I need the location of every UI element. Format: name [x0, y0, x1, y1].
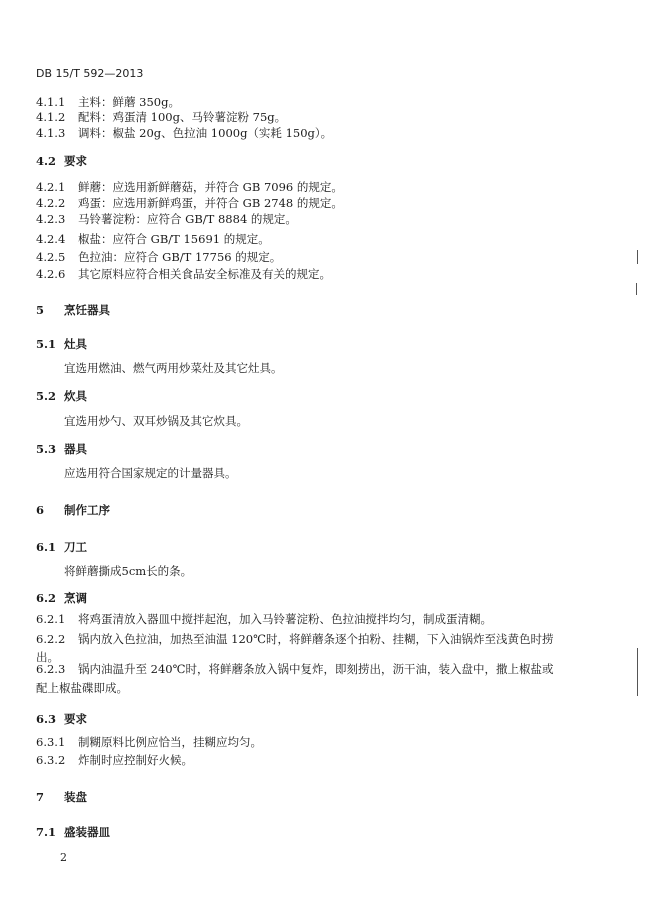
clause-number: 6.2.1 — [36, 612, 66, 626]
section-6-1-heading — [36, 540, 87, 555]
section-title: 要求 — [64, 154, 87, 168]
clause-text: 主料：鲜蘑 350g。 — [78, 95, 180, 109]
chapter-5-heading — [36, 303, 110, 318]
scan-mark — [637, 250, 638, 264]
section-number: 5.2 — [36, 389, 57, 403]
clause-text: 鸡蛋：应选用新鲜鸡蛋，并符合 GB 2748 的规定。 — [78, 196, 343, 210]
chapter-title: 烹饪器具 — [64, 303, 110, 317]
section-6-3-heading — [36, 712, 87, 727]
section-7-1-heading — [36, 825, 110, 840]
paragraph: 应选用符合国家规定的计量器具。 — [64, 466, 237, 480]
chapter-7-heading — [36, 790, 87, 805]
section-number: 7.1 — [36, 825, 57, 839]
clause-text: 炸制时应控制好火候。 — [78, 753, 193, 767]
clause-number: 6.3.2 — [36, 753, 66, 767]
clause-text: 调料：椒盐 20g、色拉油 1000g（实耗 150g）。 — [78, 126, 333, 140]
section-4-2-heading — [36, 154, 87, 169]
chapter-title: 装盘 — [64, 790, 87, 804]
section-title: 要求 — [64, 712, 87, 726]
clause-6-3-1 — [36, 735, 262, 750]
chapter-number: 5 — [36, 303, 45, 317]
scan-mark — [637, 648, 638, 696]
clause-text: 马铃薯淀粉：应符合 GB/T 8884 的规定。 — [78, 212, 297, 226]
clause-text: 配料：鸡蛋清 100g、马铃薯淀粉 75g。 — [78, 110, 287, 124]
clause-4-2-6 — [36, 267, 331, 282]
clause-4-2-4 — [36, 232, 270, 247]
clause-number: 4.2.6 — [36, 267, 66, 281]
clause-text: 锅内放入色拉油，加热至油温 120℃时，将鲜蘑条逐个拍粉、挂糊，下入油锅炸至浅黄色时捞 — [78, 632, 554, 646]
clause-4-1-3 — [36, 126, 332, 141]
chapter-number: 7 — [36, 790, 45, 804]
section-number: 6.2 — [36, 591, 57, 605]
clause-text: 色拉油：应符合 GB/T 17756 的规定。 — [78, 250, 282, 264]
clause-6-2-3 — [36, 662, 553, 677]
clause-number: 6.2.2 — [36, 632, 66, 646]
clause-4-2-1 — [36, 180, 343, 195]
section-title: 器具 — [64, 442, 87, 456]
clause-6-2-1 — [36, 612, 492, 627]
clause-number: 4.1.2 — [36, 110, 66, 124]
clause-6-3-2 — [36, 753, 193, 768]
section-title: 盛装器皿 — [64, 825, 110, 839]
clause-4-1-1 — [36, 95, 180, 110]
clause-4-2-2 — [36, 196, 343, 211]
clause-6-2-2 — [36, 632, 553, 647]
clause-text: 制糊原料比例应恰当，挂糊应均匀。 — [78, 735, 262, 749]
section-5-3-heading — [36, 442, 87, 457]
document-id-header: DB 15/T 592—2013 — [36, 67, 144, 80]
clause-text: 椒盐：应符合 GB/T 15691 的规定。 — [78, 232, 270, 246]
clause-number: 4.2.4 — [36, 232, 66, 246]
clause-number: 4.2.3 — [36, 212, 66, 226]
section-6-2-heading — [36, 591, 87, 606]
section-number: 4.2 — [36, 154, 57, 168]
clause-number: 4.1.1 — [36, 95, 66, 109]
clause-number: 6.3.1 — [36, 735, 66, 749]
section-title: 炊具 — [64, 389, 87, 403]
chapter-6-heading — [36, 503, 110, 518]
section-number: 6.1 — [36, 540, 57, 554]
paragraph: 将鲜蘑撕成5cm长的条。 — [64, 564, 193, 578]
scan-mark — [636, 283, 637, 295]
clause-4-1-2 — [36, 110, 286, 125]
chapter-number: 6 — [36, 503, 45, 517]
paragraph: 宜选用燃油、燃气两用炒菜灶及其它灶具。 — [64, 361, 283, 375]
clause-text: 其它原料应符合相关食品安全标准及有关的规定。 — [78, 267, 331, 281]
section-title: 刀工 — [64, 540, 87, 554]
section-title: 烹调 — [64, 591, 87, 605]
section-5-1-heading — [36, 337, 87, 352]
clause-number: 4.2.2 — [36, 196, 66, 210]
clause-text: 鲜蘑：应选用新鲜蘑菇，并符合 GB 7096 的规定。 — [78, 180, 343, 194]
section-number: 5.1 — [36, 337, 57, 351]
clause-continuation: 配上椒盐碟即成。 — [36, 681, 128, 695]
chapter-title: 制作工序 — [64, 503, 110, 517]
clause-text: 将鸡蛋清放入器皿中搅拌起泡，加入马铃薯淀粉、色拉油搅拌均匀，制成蛋清糊。 — [78, 612, 492, 626]
clause-text: 锅内油温升至 240℃时，将鲜蘑条放入锅中复炸，即刻捞出，沥干油，装入盘中，撒上椒盐或 — [78, 662, 554, 676]
section-number: 5.3 — [36, 442, 57, 456]
clause-number: 4.2.1 — [36, 180, 66, 194]
clause-4-2-5 — [36, 250, 281, 265]
paragraph: 宜选用炒勺、双耳炒锅及其它炊具。 — [64, 414, 248, 428]
section-title: 灶具 — [64, 337, 87, 351]
clause-number: 4.2.5 — [36, 250, 66, 264]
clause-4-2-3 — [36, 212, 297, 227]
section-5-2-heading — [36, 389, 87, 404]
page-number: 2 — [60, 851, 67, 864]
clause-number: 4.1.3 — [36, 126, 66, 140]
section-number: 6.3 — [36, 712, 57, 726]
clause-number: 6.2.3 — [36, 662, 66, 676]
clause-continuation: 出。 — [36, 650, 59, 664]
